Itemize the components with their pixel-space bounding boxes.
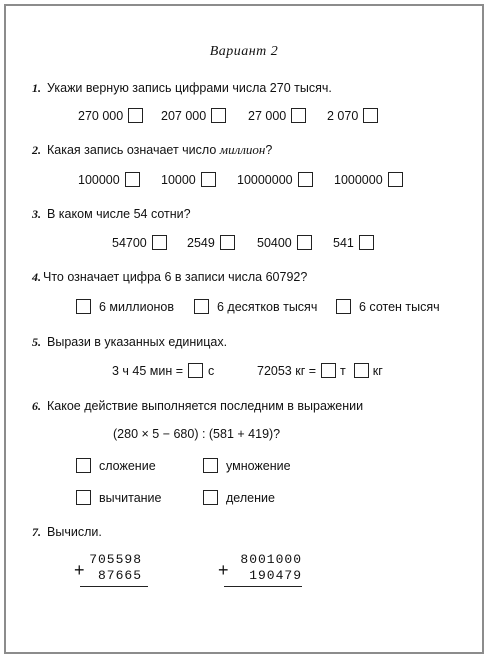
sum-2-bottom-addend: 190479 — [249, 568, 302, 583]
question-4 — [32, 270, 307, 285]
question-1-number: 1. — [32, 81, 41, 95]
q5-right-unit-1: т — [340, 363, 346, 378]
q3-option-4 — [333, 235, 374, 250]
q2-option-3 — [237, 172, 313, 187]
q1-option-1-label: 270 000 — [78, 108, 124, 123]
q6-option-3-label: вычитание — [99, 490, 162, 505]
question-5-number: 5. — [32, 335, 41, 349]
q1-option-2 — [161, 108, 226, 123]
q1-option-2-label: 207 000 — [161, 108, 207, 123]
q3-option-2-label: 2549 — [187, 235, 215, 250]
q1-option-1 — [78, 108, 143, 123]
q6-option-4-checkbox[interactable] — [203, 490, 218, 505]
q1-option-1-checkbox[interactable] — [128, 108, 143, 123]
q4-option-2 — [194, 299, 317, 314]
q5-left-expression: 3 ч 45 мин = — [112, 363, 184, 378]
question-7-number: 7. — [32, 525, 41, 539]
q6-option-2-label: умножение — [226, 458, 291, 473]
column-addition-1 — [74, 552, 154, 592]
q3-option-4-checkbox[interactable] — [359, 235, 374, 250]
question-1-text: Укажи верную запись цифрами числа 270 тысяч. — [47, 81, 332, 95]
q2-option-3-label: 10000000 — [237, 172, 293, 187]
q2-option-4-checkbox[interactable] — [388, 172, 403, 187]
q3-option-2 — [187, 235, 235, 250]
q6-option-4-label: деление — [226, 490, 275, 505]
q3-option-1-label: 54700 — [112, 235, 147, 250]
q2-option-1-label: 100000 — [78, 172, 120, 187]
question-6 — [32, 399, 363, 414]
q5-left-unit: с — [208, 363, 215, 378]
q6-option-4 — [203, 490, 275, 505]
question-4-text: Что означает цифра 6 в записи числа 60792? — [43, 270, 308, 284]
q1-option-4-label: 2 070 — [327, 108, 359, 123]
question-3-number: 3. — [32, 207, 41, 221]
q2-option-1-checkbox[interactable] — [125, 172, 140, 187]
q4-option-3-label: 6 сотен тысяч — [359, 299, 440, 314]
question-2-word: миллион — [219, 142, 266, 157]
q2-option-2-label: 10000 — [161, 172, 196, 187]
sum-1-plus-sign: + — [74, 560, 85, 580]
q2-option-3-checkbox[interactable] — [298, 172, 313, 187]
q3-option-3-label: 50400 — [257, 235, 292, 250]
q6-option-1 — [76, 458, 156, 473]
q3-option-1-checkbox[interactable] — [152, 235, 167, 250]
q2-option-2-checkbox[interactable] — [201, 172, 216, 187]
q4-option-2-checkbox[interactable] — [194, 299, 209, 314]
q2-option-1 — [78, 172, 140, 187]
question-3 — [32, 207, 191, 222]
q2-option-4 — [334, 172, 403, 187]
q4-option-3 — [336, 299, 440, 314]
question-2-text: Какая запись означает число — [47, 143, 217, 157]
question-5-text: Вырази в указанных единицах. — [47, 335, 228, 349]
question-6-text: Какое действие выполняется последним в выражении — [47, 399, 364, 413]
q3-option-3-checkbox[interactable] — [297, 235, 312, 250]
q5-kilograms-input-box[interactable] — [354, 363, 369, 378]
sum-1-result-line — [80, 586, 148, 587]
question-2-number: 2. — [32, 143, 41, 157]
sum-2-plus-sign: + — [218, 560, 229, 580]
q5-tonnes-input-box[interactable] — [321, 363, 336, 378]
q3-option-4-label: 541 — [333, 235, 354, 250]
worksheet — [4, 4, 484, 654]
sum-1-bottom-addend: 87665 — [97, 568, 142, 583]
question-4-number: 4. — [32, 270, 41, 284]
q6-option-3-checkbox[interactable] — [76, 490, 91, 505]
q5-seconds-input-box[interactable] — [188, 363, 203, 378]
question-2 — [32, 142, 272, 158]
q3-option-2-checkbox[interactable] — [220, 235, 235, 250]
sum-1-top-addend: 705598 — [89, 552, 142, 567]
question-3-text: В каком числе 54 сотни? — [47, 207, 191, 221]
q1-option-4-checkbox[interactable] — [363, 108, 378, 123]
sum-2-top-addend: 8001000 — [240, 552, 302, 567]
question-7-text: Вычисли. — [47, 525, 102, 539]
question-7 — [32, 525, 102, 540]
q6-option-1-label: сложение — [99, 458, 156, 473]
q2-option-2 — [161, 172, 216, 187]
q3-option-1 — [112, 235, 167, 250]
q4-option-1-label: 6 миллионов — [99, 299, 175, 314]
q4-option-2-label: 6 десятков тысяч — [217, 299, 318, 314]
q1-option-2-checkbox[interactable] — [211, 108, 226, 123]
q6-option-2 — [203, 458, 291, 473]
q5-right-unit-2: кг — [372, 363, 383, 378]
q1-option-3 — [248, 108, 306, 123]
variant-title: Вариант 2 — [209, 44, 279, 59]
q4-option-1-checkbox[interactable] — [76, 299, 91, 314]
q5-conversion-mass — [257, 363, 383, 378]
question-1 — [32, 81, 332, 96]
question-6-number: 6. — [32, 399, 41, 413]
q1-option-3-label: 27 000 — [248, 108, 287, 123]
q4-option-3-checkbox[interactable] — [336, 299, 351, 314]
q1-option-3-checkbox[interactable] — [291, 108, 306, 123]
question-2-qmark: ? — [265, 143, 273, 157]
q6-option-3 — [76, 490, 162, 505]
q2-option-4-label: 1000000 — [334, 172, 383, 187]
q4-option-1 — [76, 299, 174, 314]
q6-option-1-checkbox[interactable] — [76, 458, 91, 473]
question-5 — [32, 335, 227, 350]
q6-expression: (280 × 5 − 680) : (581 + 419)? — [113, 427, 281, 441]
sum-2-result-line — [224, 586, 302, 587]
q1-option-4 — [327, 108, 378, 123]
column-addition-2 — [218, 552, 308, 592]
q6-option-2-checkbox[interactable] — [203, 458, 218, 473]
q3-option-3 — [257, 235, 312, 250]
q5-right-expression: 72053 кг = — [257, 363, 317, 378]
q5-conversion-time — [112, 363, 214, 378]
